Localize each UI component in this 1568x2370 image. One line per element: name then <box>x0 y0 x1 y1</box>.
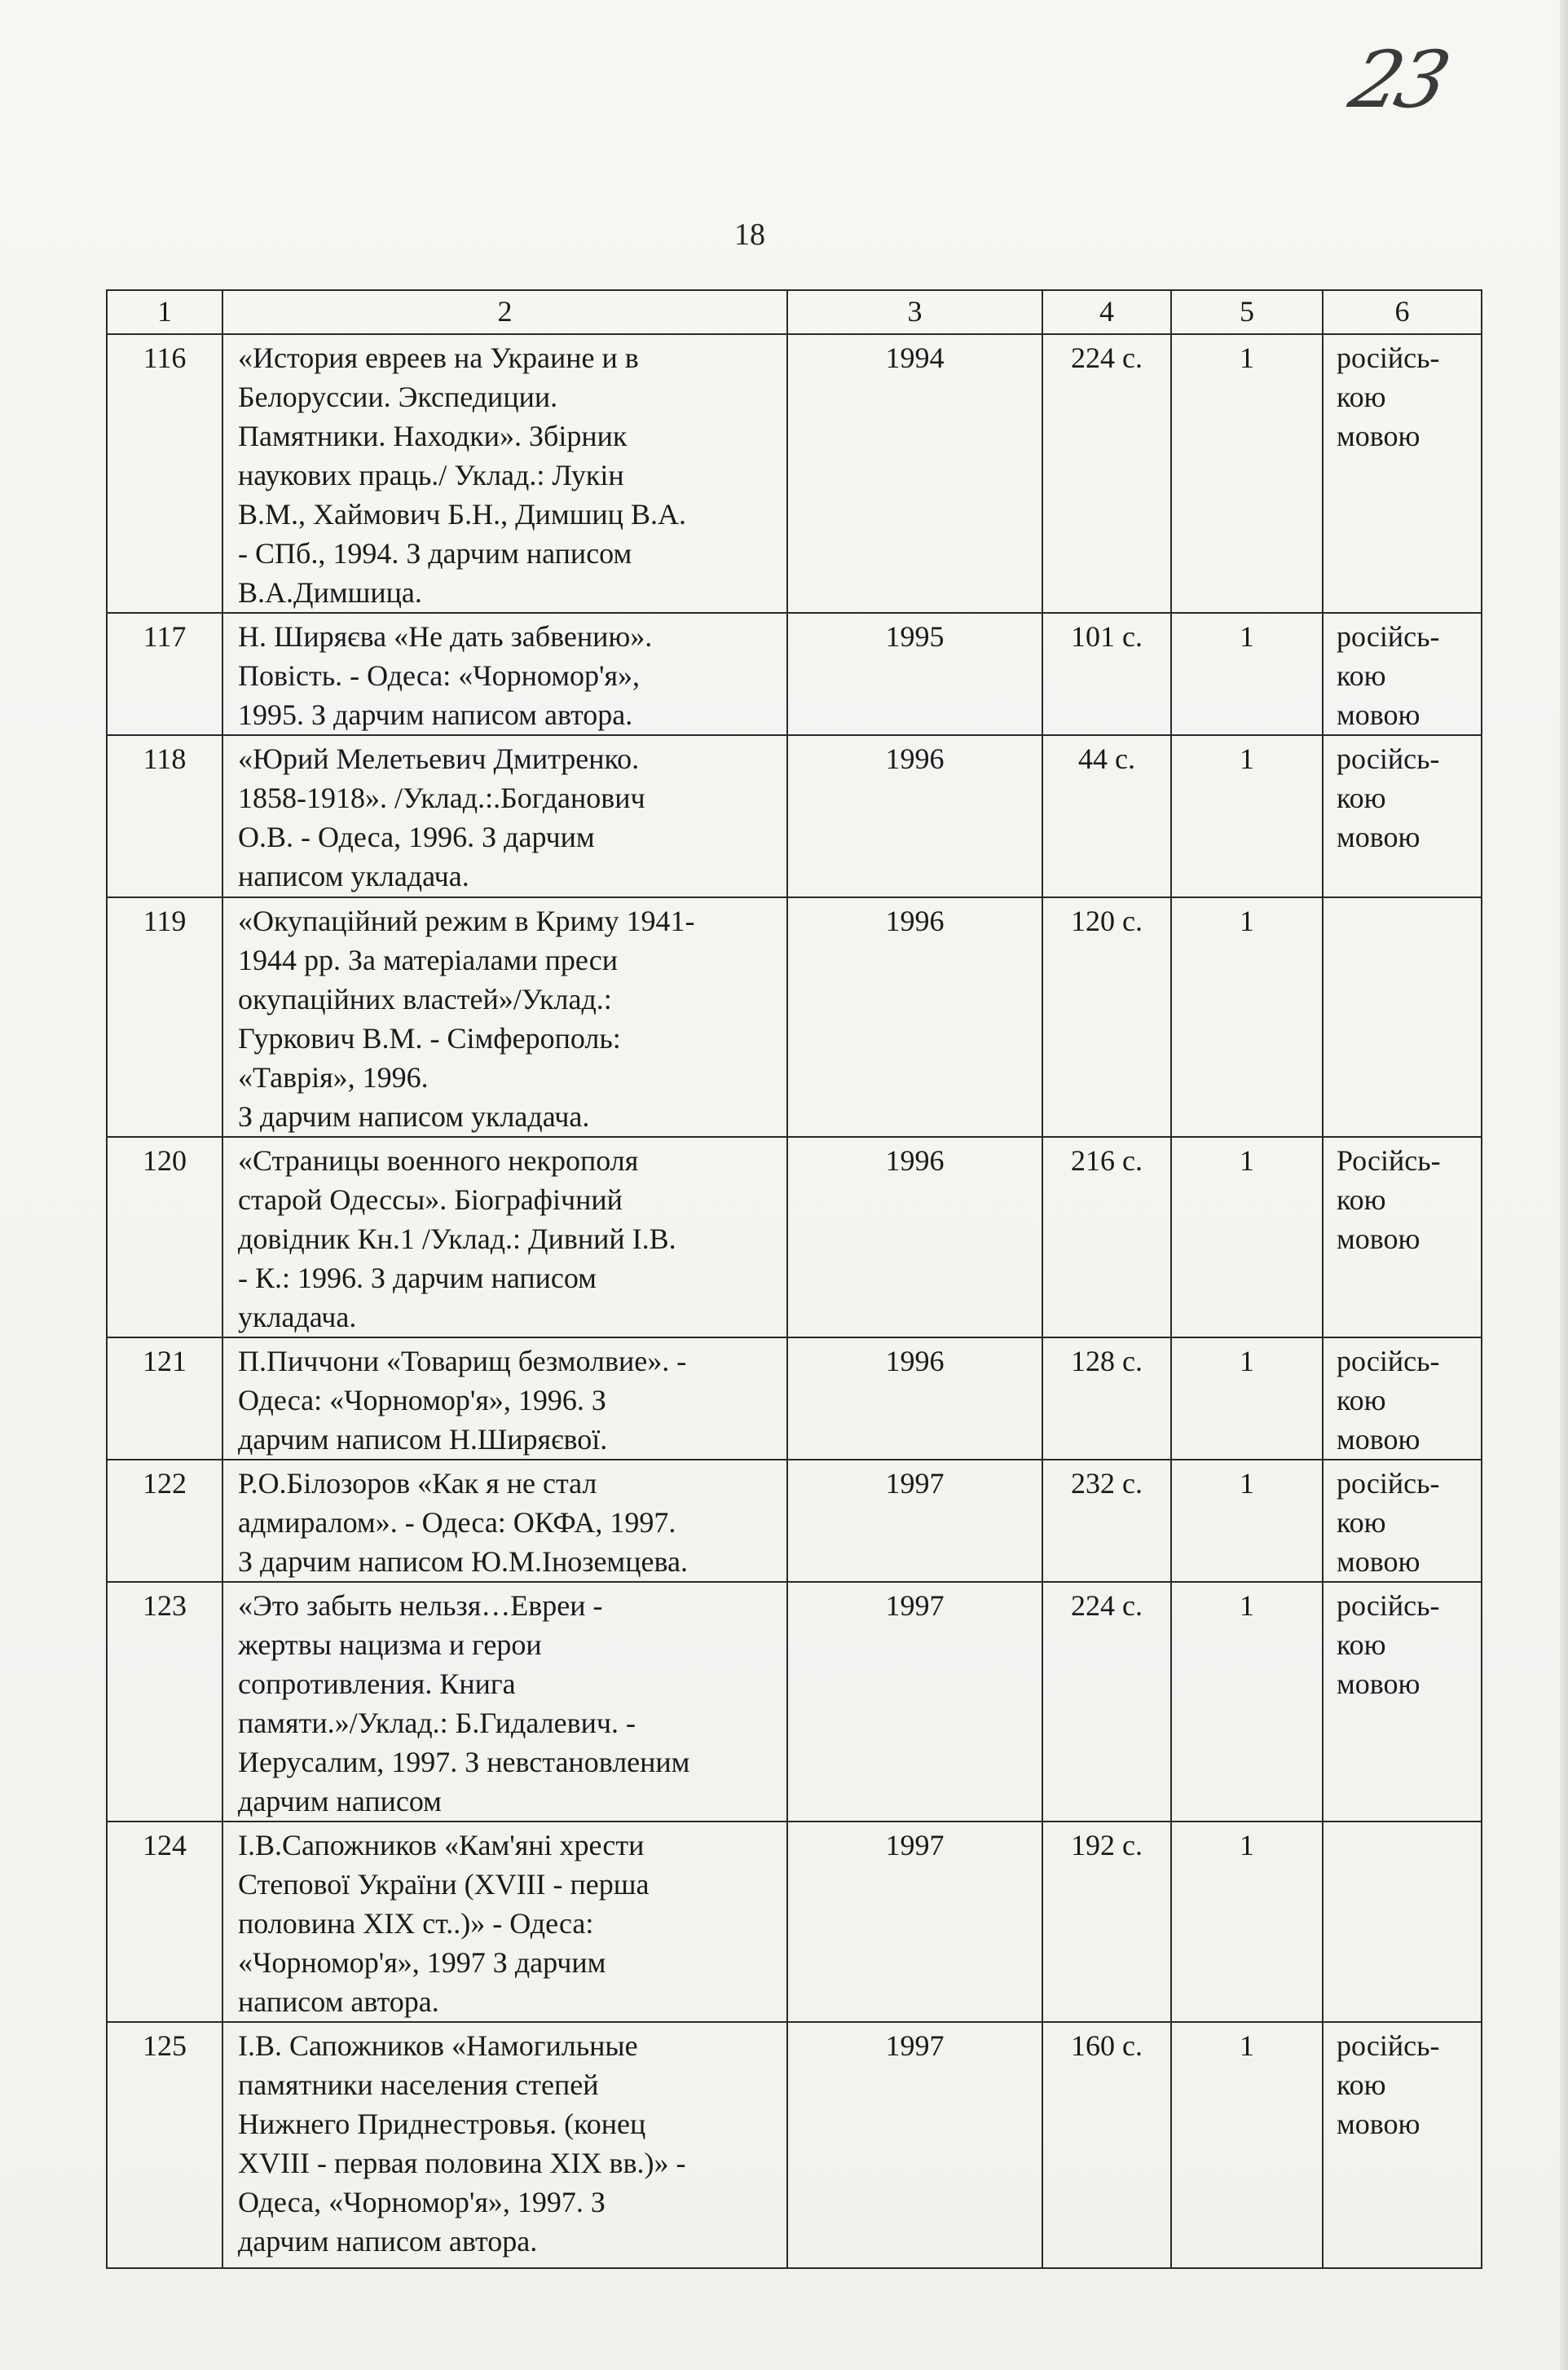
description-line: XVIII - первая половина XIX вв.)» - <box>238 2147 686 2179</box>
description-line: «Таврія», 1996. <box>238 1061 429 1094</box>
cell-number: 116 <box>107 334 222 613</box>
cell-description <box>222 334 787 613</box>
cell-year: 1997 <box>787 2022 1042 2268</box>
cell-pages: 224 с. <box>1042 1582 1171 1822</box>
description-line: «Юрий Мелетьевич Дмитренко. <box>238 742 640 775</box>
cell-year: 1997 <box>787 1582 1042 1822</box>
description-line: «Это забыть нельзя…Евреи - <box>238 1589 603 1622</box>
description-line: З дарчим написом укладача. <box>238 1100 590 1133</box>
cell-copies: 1 <box>1171 735 1323 897</box>
cell-language <box>1323 1582 1482 1822</box>
cell-pages: 224 с. <box>1042 334 1171 613</box>
cell-year: 1995 <box>787 613 1042 735</box>
cell-pages: 160 с. <box>1042 2022 1171 2268</box>
language-line: російсь- <box>1337 1467 1440 1500</box>
column-header-language: 6 <box>1323 290 1482 334</box>
table-row <box>107 1137 1482 1337</box>
cell-language <box>1323 1822 1482 2022</box>
description-line: - СПб., 1994. З дарчим написом <box>238 537 632 570</box>
description-line: довідник Кн.1 /Уклад.: Дивний І.В. <box>238 1222 676 1255</box>
cell-description <box>222 1337 787 1460</box>
column-header-pages: 4 <box>1042 290 1171 334</box>
language-line: кою <box>1337 659 1386 692</box>
cell-language <box>1323 334 1482 613</box>
cell-description <box>222 1822 787 2022</box>
cell-number: 121 <box>107 1337 222 1460</box>
description-line: «История евреев на Украине и в <box>238 341 639 374</box>
description-line: дарчим написом автора. <box>238 2225 538 2258</box>
description-line: написом автора. <box>238 1985 439 2018</box>
cell-number: 118 <box>107 735 222 897</box>
description-line: 1995. З дарчим написом автора. <box>238 698 633 731</box>
cell-description <box>222 1582 787 1822</box>
language-line: мовою <box>1337 1545 1420 1578</box>
cell-copies: 1 <box>1171 1337 1323 1460</box>
handwritten-archive-number: 23 <box>1341 34 1455 126</box>
cell-description <box>222 613 787 735</box>
cell-language <box>1323 1137 1482 1337</box>
description-line: сопротивления. Книга <box>238 1667 516 1700</box>
language-line: мовою <box>1337 1222 1420 1255</box>
language-line: російсь- <box>1337 620 1440 653</box>
cell-copies: 1 <box>1171 897 1323 1137</box>
language-line: мовою <box>1337 698 1420 731</box>
language-line: кою <box>1337 1384 1386 1416</box>
description-line: - К.: 1996. З дарчим написом <box>238 1262 597 1294</box>
language-line: мовою <box>1337 1423 1420 1456</box>
description-line: Одеса: «Чорномор'я», 1996. З <box>238 1384 606 1416</box>
language-line: кою <box>1337 1506 1386 1539</box>
cell-description <box>222 1137 787 1337</box>
description-line: дарчим написом Н.Ширяєвої. <box>238 1423 608 1456</box>
register-table <box>106 289 1482 2269</box>
cell-number: 119 <box>107 897 222 1137</box>
table-header-row <box>107 290 1482 334</box>
description-line: «Страницы военного некрополя <box>238 1144 639 1177</box>
language-line: російсь- <box>1337 1589 1440 1622</box>
language-line: кою <box>1337 1628 1386 1661</box>
table-row <box>107 1460 1482 1582</box>
language-line: Російсь- <box>1337 1144 1441 1177</box>
description-line: «Чорномор'я», 1997 З дарчим <box>238 1946 606 1979</box>
cell-number: 120 <box>107 1137 222 1337</box>
cell-number: 122 <box>107 1460 222 1582</box>
description-line: Р.О.Білозоров «Как я не стал <box>238 1467 597 1500</box>
cell-year: 1996 <box>787 735 1042 897</box>
cell-year: 1996 <box>787 897 1042 1137</box>
cell-description <box>222 2022 787 2268</box>
description-line: З дарчим написом Ю.М.Іноземцева. <box>238 1545 688 1578</box>
language-line: кою <box>1337 2068 1386 2101</box>
cell-copies: 1 <box>1171 1460 1323 1582</box>
description-line: «Окупаційний режим в Криму 1941- <box>238 905 695 937</box>
register-body <box>107 334 1482 2268</box>
language-line: російсь- <box>1337 1345 1440 1377</box>
language-line: кою <box>1337 381 1386 413</box>
column-header-copies: 5 <box>1171 290 1323 334</box>
description-line: жертвы нацизма и герои <box>238 1628 542 1661</box>
description-line: памяти.»/Уклад.: Б.Гидалевич. - <box>238 1707 636 1739</box>
description-line: укладача. <box>238 1301 357 1333</box>
description-line: старой Одессы». Біографічний <box>238 1183 623 1216</box>
cell-copies: 1 <box>1171 2022 1323 2268</box>
cell-copies: 1 <box>1171 1582 1323 1822</box>
description-line: В.М., Хаймович Б.Н., Димшиц В.А. <box>238 498 686 531</box>
description-line: адмиралом». - Одеса: ОКФА, 1997. <box>238 1506 676 1539</box>
description-line: наукових праць./ Уклад.: Лукін <box>238 459 624 491</box>
cell-pages: 101 с. <box>1042 613 1171 735</box>
description-line: Повість. - Одеса: «Чорномор'я», <box>238 659 641 692</box>
description-line: І.В.Сапожников «Кам'яні хрести <box>238 1829 645 1861</box>
column-header-description: 2 <box>222 290 787 334</box>
cell-pages: 192 с. <box>1042 1822 1171 2022</box>
table-row <box>107 897 1482 1137</box>
language-line: мовою <box>1337 2108 1420 2140</box>
cell-description <box>222 735 787 897</box>
description-line: окупаційних властей»/Уклад.: <box>238 983 612 1015</box>
description-line: Степової України (XVIII - перша <box>238 1868 650 1901</box>
cell-number: 125 <box>107 2022 222 2268</box>
cell-pages: 232 с. <box>1042 1460 1171 1582</box>
language-line: російсь- <box>1337 341 1440 374</box>
page-number: 18 <box>734 218 765 252</box>
language-line: мовою <box>1337 420 1420 452</box>
column-header-year: 3 <box>787 290 1042 334</box>
cell-year: 1994 <box>787 334 1042 613</box>
description-line: Нижнего Приднестровья. (конец <box>238 2108 646 2140</box>
description-line: Гуркович В.М. - Сімферополь: <box>238 1022 621 1055</box>
description-line: В.А.Димшица. <box>238 576 422 609</box>
cell-pages: 44 с. <box>1042 735 1171 897</box>
cell-copies: 1 <box>1171 613 1323 735</box>
description-line: 1944 рр. За матеріалами преси <box>238 944 618 976</box>
cell-pages: 216 с. <box>1042 1137 1171 1337</box>
description-line: 1858-1918». /Уклад.:.Богданович <box>238 782 645 814</box>
page-edge <box>1560 0 1568 2370</box>
cell-year: 1997 <box>787 1822 1042 2022</box>
cell-year: 1996 <box>787 1137 1042 1337</box>
description-line: половина XIX ст..)» - Одеса: <box>238 1907 594 1940</box>
language-line: мовою <box>1337 821 1420 853</box>
description-line: Иерусалим, 1997. З невстановленим <box>238 1746 690 1778</box>
cell-pages: 120 с. <box>1042 897 1171 1137</box>
table-row <box>107 334 1482 613</box>
cell-number: 124 <box>107 1822 222 2022</box>
table-row <box>107 2022 1482 2268</box>
column-header-number: 1 <box>107 290 222 334</box>
table-row <box>107 1582 1482 1822</box>
cell-language <box>1323 1460 1482 1582</box>
description-line: Памятники. Находки». Збірник <box>238 420 628 452</box>
table-row <box>107 1822 1482 2022</box>
description-line: О.В. - Одеса, 1996. З дарчим <box>238 821 595 853</box>
cell-language <box>1323 1337 1482 1460</box>
language-line: кою <box>1337 1183 1386 1216</box>
table-row <box>107 735 1482 897</box>
cell-language <box>1323 613 1482 735</box>
language-line: російсь- <box>1337 742 1440 775</box>
cell-year: 1997 <box>787 1460 1042 1582</box>
cell-language <box>1323 735 1482 897</box>
cell-copies: 1 <box>1171 1137 1323 1337</box>
cell-pages: 128 с. <box>1042 1337 1171 1460</box>
description-line: написом укладача. <box>238 860 469 892</box>
cell-number: 117 <box>107 613 222 735</box>
cell-description <box>222 1460 787 1582</box>
description-line: дарчим написом <box>238 1785 442 1817</box>
language-line: кою <box>1337 782 1386 814</box>
description-line: Н. Ширяєва «Не дать забвению». <box>238 620 653 653</box>
description-line: Белоруссии. Экспедиции. <box>238 381 558 413</box>
table-row <box>107 1337 1482 1460</box>
description-line: І.В. Сапожников «Намогильные <box>238 2029 638 2062</box>
language-line: російсь- <box>1337 2029 1440 2062</box>
cell-year: 1996 <box>787 1337 1042 1460</box>
cell-language <box>1323 897 1482 1137</box>
cell-copies: 1 <box>1171 334 1323 613</box>
language-line: мовою <box>1337 1667 1420 1700</box>
description-line: Одеса, «Чорномор'я», 1997. З <box>238 2186 606 2218</box>
cell-number: 123 <box>107 1582 222 1822</box>
cell-language <box>1323 2022 1482 2268</box>
description-line: П.Пиччони «Товарищ безмолвие». - <box>238 1345 687 1377</box>
description-line: памятники населения степей <box>238 2068 599 2101</box>
table-row <box>107 613 1482 735</box>
cell-description <box>222 897 787 1137</box>
cell-copies: 1 <box>1171 1822 1323 2022</box>
